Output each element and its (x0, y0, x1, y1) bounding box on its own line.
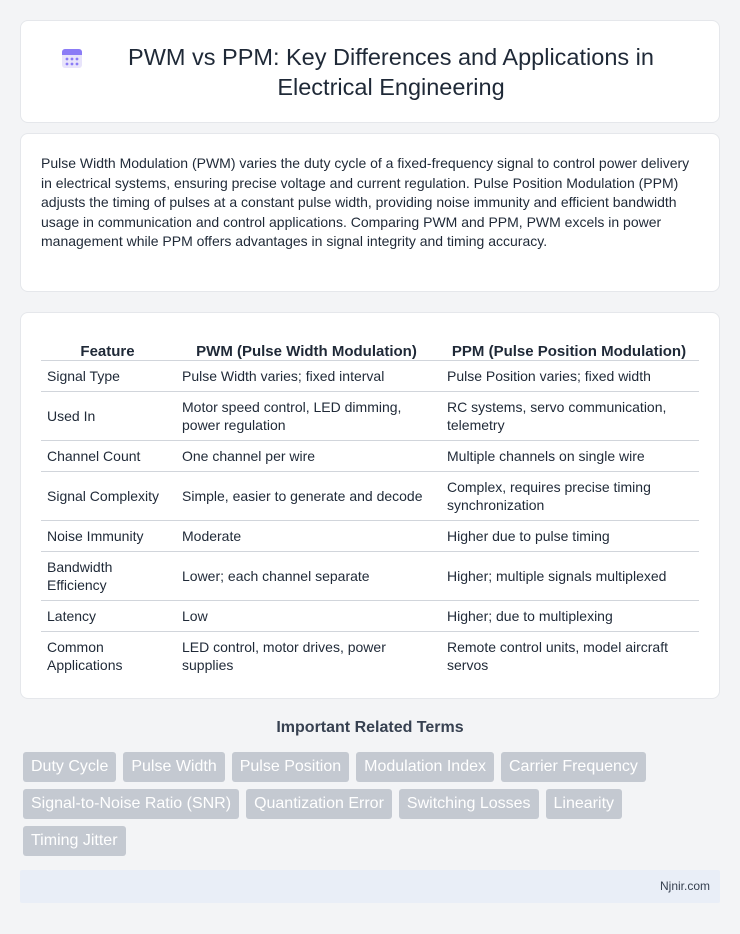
row-pwm: LED control, motor drives, power supplies (174, 631, 439, 680)
row-pwm: One channel per wire (174, 440, 439, 471)
row-pwm: Lower; each channel separate (174, 551, 439, 600)
table-row (41, 440, 699, 471)
tag-snr[interactable]: Signal-to-Noise Ratio (SNR) (23, 789, 239, 819)
table-row (41, 600, 699, 631)
tag-row (23, 789, 723, 819)
row-feature: Signal Complexity (41, 471, 174, 520)
title-wrap (60, 42, 680, 102)
tag-carrier-frequency[interactable]: Carrier Frequency (501, 752, 646, 782)
row-feature: Bandwidth Efficiency (41, 551, 174, 600)
comparison-table (41, 333, 699, 680)
tag-duty-cycle[interactable]: Duty Cycle (23, 752, 116, 782)
footer-site: Njnir.com (659, 879, 710, 893)
table-row (41, 391, 699, 440)
row-ppm: RC systems, servo communication, telemetry (439, 391, 699, 440)
calendar-icon (60, 46, 84, 70)
comparison-card (20, 312, 720, 699)
intro-paragraph: Pulse Width Modulation (PWM) varies the duty cycle of a fixed-frequency signal to control power delivery in electrical systems, ensuring precise voltage and current regulation. Pulse Position Modulation (PPM) adjusts the timing of pulses at a constant pulse width, providing noise immunity and efficient bandwidth usage in communication and control applications. Comparing PWM and PPM, PWM excels in power management while PPM offers advantages in signal integrity and timing accuracy. (41, 155, 690, 250)
table-row (41, 471, 699, 520)
row-feature: Common Applications (41, 631, 174, 680)
row-pwm: Low (174, 600, 439, 631)
footer (20, 870, 720, 903)
row-ppm: Higher; due to multiplexing (439, 600, 699, 631)
row-pwm: Pulse Width varies; fixed interval (174, 360, 439, 391)
row-pwm: Simple, easier to generate and decode (174, 471, 439, 520)
row-ppm: Remote control units, model aircraft servos (439, 631, 699, 680)
related-terms-tags (23, 752, 723, 863)
row-ppm: Higher due to pulse timing (439, 520, 699, 551)
row-pwm: Motor speed control, LED dimming, power regulation (174, 391, 439, 440)
tag-row (23, 752, 723, 782)
tag-linearity[interactable]: Linearity (546, 789, 622, 819)
page-title: PWM vs PPM: Key Differences and Applications in Electrical Engineering (128, 43, 654, 100)
related-terms-heading: Important Related Terms (276, 719, 464, 736)
title-card (20, 20, 720, 123)
row-feature: Used In (41, 391, 174, 440)
table-header-row (41, 333, 699, 360)
row-ppm: Multiple channels on single wire (439, 440, 699, 471)
tag-switching-losses[interactable]: Switching Losses (399, 789, 539, 819)
header-pwm: PWM (Pulse Width Modulation) (196, 342, 417, 360)
tag-pulse-width[interactable]: Pulse Width (123, 752, 224, 782)
row-feature: Channel Count (41, 440, 174, 471)
tag-quantization-error[interactable]: Quantization Error (246, 789, 392, 819)
table-row (41, 520, 699, 551)
row-ppm: Complex, requires precise timing synchronization (439, 471, 699, 520)
tag-row (23, 826, 723, 856)
header-feature: Feature (80, 342, 135, 360)
row-pwm: Moderate (174, 520, 439, 551)
table-row (41, 551, 699, 600)
tag-timing-jitter[interactable]: Timing Jitter (23, 826, 126, 856)
row-ppm: Pulse Position varies; fixed width (439, 360, 699, 391)
intro-card (20, 133, 720, 292)
tag-modulation-index[interactable]: Modulation Index (356, 752, 494, 782)
tag-pulse-position[interactable]: Pulse Position (232, 752, 349, 782)
row-feature: Latency (41, 600, 174, 631)
header-ppm: PPM (Pulse Position Modulation) (451, 342, 687, 360)
table-row (41, 360, 699, 391)
table-row (41, 631, 699, 680)
row-feature: Signal Type (41, 360, 174, 391)
row-ppm: Higher; multiple signals multiplexed (439, 551, 699, 600)
row-feature: Noise Immunity (41, 520, 174, 551)
